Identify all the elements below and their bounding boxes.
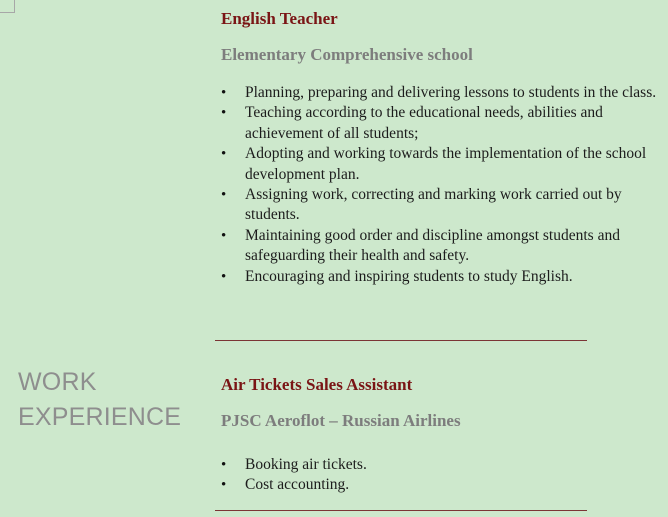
duties-list xyxy=(221,455,668,496)
duty-item[interactable]: • Planning, preparing and delivering lessons to students in the class. xyxy=(221,83,668,103)
section-label-line-1: WORK xyxy=(18,368,97,396)
section-divider xyxy=(215,510,587,511)
duty-item[interactable]: • Assigning work, correcting and marking work carried out by students. xyxy=(221,185,668,226)
job-entry-air-tickets-sales-assistant xyxy=(221,375,668,496)
section-divider xyxy=(215,340,587,341)
section-label-work-experience xyxy=(18,365,208,435)
job-title[interactable]: Air Tickets Sales Assistant xyxy=(221,375,413,394)
page-corner-mark xyxy=(0,0,15,13)
duty-item[interactable]: • Maintaining good order and discipline amongst students and safeguarding their health and safety. xyxy=(221,226,668,267)
employer-name[interactable]: Elementary Comprehensive school xyxy=(221,45,473,64)
section-label-line-2: EXPERIENCE xyxy=(18,403,182,431)
duty-item[interactable]: • Encouraging and inspiring students to study English. xyxy=(221,267,668,287)
duty-item[interactable]: • Teaching according to the educational needs, abilities and achievement of all students; xyxy=(221,103,668,144)
duty-item[interactable]: • Booking air tickets. xyxy=(221,455,668,475)
duties-list xyxy=(221,83,668,287)
job-title[interactable]: English Teacher xyxy=(221,9,338,28)
job-entry-english-teacher xyxy=(221,9,668,287)
employer-name[interactable]: PJSC Aeroflot – Russian Airlines xyxy=(221,411,461,430)
duty-item[interactable]: • Adopting and working towards the implementation of the school development plan. xyxy=(221,144,668,185)
duty-item[interactable]: • Cost accounting. xyxy=(221,475,668,495)
